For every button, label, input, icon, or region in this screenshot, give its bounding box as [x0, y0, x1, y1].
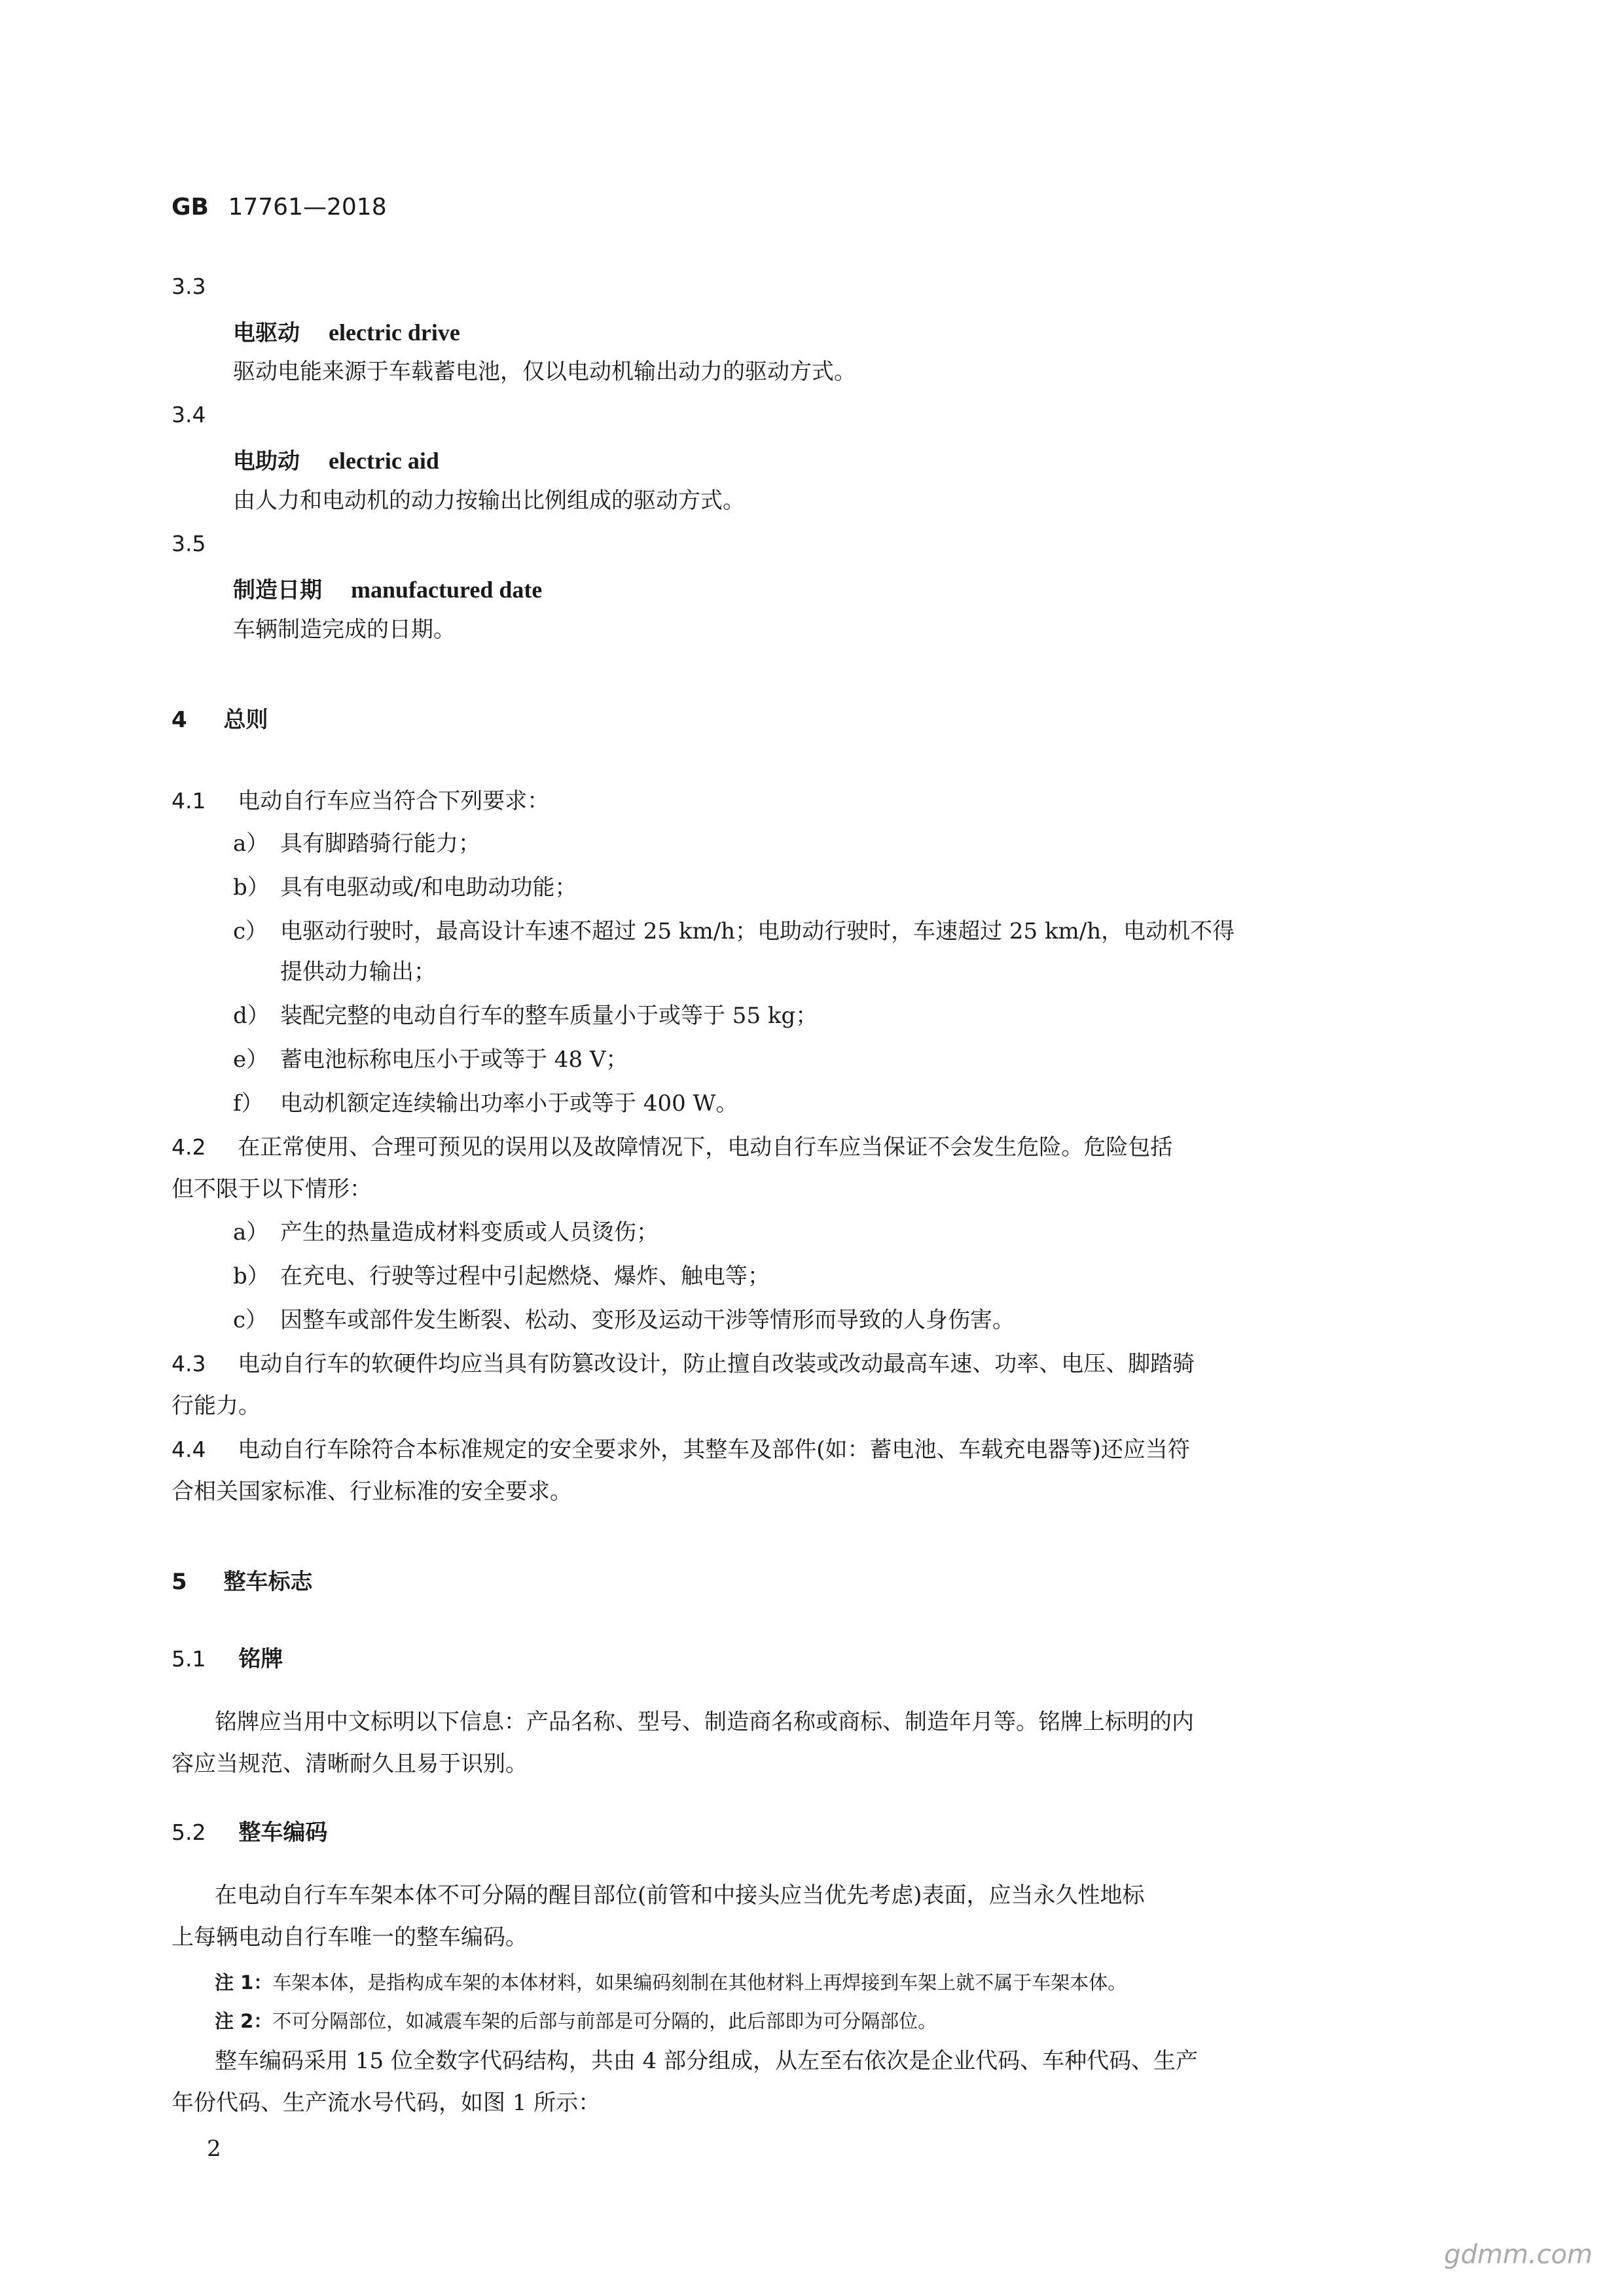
term-definition: 车辆制造完成的日期。	[233, 617, 456, 643]
clause-continuation: 合相关国家标准、行业标准的安全要求。	[171, 1479, 572, 1505]
term-en: electric drive	[329, 319, 460, 346]
paragraph-line: 年份代码、生产流水号代码，如图 1 所示：	[171, 2090, 601, 2116]
note-label: 注 2：	[215, 2010, 273, 2032]
term-heading	[233, 443, 439, 475]
section-title: 整车标志	[223, 1569, 313, 1595]
term-zh: 制造日期	[233, 577, 322, 603]
standard-code: 17761—2018	[228, 194, 387, 221]
list-continuation: 提供动力输出；	[280, 959, 436, 985]
list-item	[233, 1046, 628, 1073]
note	[215, 2007, 937, 2035]
subsection-heading	[171, 1814, 327, 1846]
list-text: 装配完整的电动自行车的整车质量小于或等于 55 kg；	[280, 1003, 818, 1029]
section-heading	[171, 1564, 313, 1596]
document-header	[171, 194, 387, 221]
note-text: 车架本体，是指构成车架的本体材料，如果编码刻制在其他材料上再焊接到车架上就不属于车架本体。	[272, 1971, 1127, 1994]
paragraph-line: 容应当规范、清晰耐久且易于识别。	[171, 1751, 528, 1777]
term-number: 3.3	[171, 274, 206, 299]
term-zh: 电驱动	[233, 320, 300, 346]
list-label: e）	[233, 1047, 269, 1073]
list-label: c）	[233, 918, 268, 944]
paragraph-line: 上每辆电动自行车唯一的整车编码。	[171, 1924, 528, 1950]
clause-number: 4.3	[171, 1351, 206, 1376]
term-zh: 电助动	[233, 448, 300, 475]
list-text: 蓄电池标称电压小于或等于 48 V；	[280, 1047, 628, 1073]
clause	[171, 787, 549, 815]
list-text: 具有脚踏骑行能力；	[280, 831, 480, 857]
section-heading	[171, 702, 268, 734]
list-label: f）	[233, 1090, 264, 1117]
subsection-title: 整车编码	[238, 1820, 328, 1846]
subsection-number: 5.2	[171, 1820, 206, 1845]
list-text: 因整车或部件发生断裂、松动、变形及运动干涉等情形而导致的人身伤害。	[280, 1307, 1015, 1333]
clause-text: 电动自行车应当符合下列要求：	[238, 788, 550, 814]
term-en: electric aid	[329, 448, 439, 474]
list-item	[233, 1263, 770, 1290]
clause-continuation: 行能力。	[171, 1393, 261, 1419]
section-title: 总则	[223, 707, 268, 733]
subsection-number: 5.1	[171, 1646, 206, 1672]
list-text: 电驱动行驶时，最高设计车速不超过 25 km/h；电助动行驶时，车速超过 25 km/h，电动机不得	[280, 918, 1235, 944]
list-text: 在充电、行驶等过程中引起燃烧、爆炸、触电等；	[280, 1263, 770, 1289]
clause-text: 在正常使用、合理可预见的误用以及故障情况下，电动自行车应当保证不会发生危险。危险包括	[238, 1134, 1173, 1160]
list-text: 产生的热量造成材料变质或人员烫伤；	[280, 1219, 659, 1246]
clause-number: 4.4	[171, 1437, 206, 1462]
list-item	[233, 1219, 659, 1246]
page-number: 2	[207, 2136, 221, 2162]
term-definition: 驱动电能来源于车载蓄电池，仅以电动机输出动力的驱动方式。	[233, 359, 856, 385]
note-label: 注 1：	[215, 1971, 273, 1994]
list-label: c）	[233, 1307, 268, 1333]
list-item	[233, 830, 480, 857]
list-label: b）	[233, 1263, 270, 1289]
section-number: 4	[171, 707, 187, 733]
term-en: manufactured date	[351, 577, 543, 603]
clause	[171, 1350, 1195, 1378]
list-item	[233, 1306, 1015, 1334]
list-text: 电动机额定连续输出功率小于或等于 400 W。	[280, 1090, 738, 1117]
clause-number: 4.2	[171, 1134, 206, 1160]
paragraph-line: 在电动自行车车架本体不可分隔的醒目部位(前管和中接头应当优先考虑)表面，应当永久性地标	[215, 1882, 1145, 1909]
term-number: 3.4	[171, 402, 206, 427]
subsection-heading	[171, 1641, 283, 1673]
section-number: 5	[171, 1569, 187, 1595]
list-item	[233, 874, 577, 901]
list-label: a）	[233, 831, 269, 857]
standard-prefix: GB	[171, 194, 209, 221]
clause	[171, 1436, 1190, 1463]
clause-continuation: 但不限于以下情形：	[171, 1176, 372, 1202]
paragraph-line: 铭牌应当用中文标明以下信息：产品名称、型号、制造商名称或商标、制造年月等。铭牌上标明的内	[215, 1709, 1194, 1735]
term-definition: 由人力和电动机的动力按输出比例组成的驱动方式。	[233, 488, 745, 514]
list-text: 具有电驱动或/和电助动功能；	[280, 874, 577, 901]
list-item	[233, 918, 1441, 945]
list-item	[233, 1002, 818, 1030]
clause	[171, 1134, 1172, 1161]
term-heading	[233, 572, 542, 604]
clause-number: 4.1	[171, 788, 206, 814]
list-label: d）	[233, 1003, 270, 1029]
list-label: a）	[233, 1219, 269, 1246]
paragraph-line: 整车编码采用 15 位全数字代码结构，共由 4 部分组成，从左至右依次是企业代码、车种代码、生产	[215, 2048, 1199, 2074]
clause-text: 电动自行车除符合本标准规定的安全要求外，其整车及部件(如：蓄电池、车载充电器等)还应当符	[238, 1437, 1190, 1463]
note	[215, 1969, 1127, 1996]
subsection-title: 铭牌	[238, 1646, 283, 1672]
term-heading	[233, 315, 460, 347]
watermark: gdmm.com	[1444, 2240, 1593, 2270]
list-label: b）	[233, 874, 270, 901]
clause-text: 电动自行车的软硬件均应当具有防篡改设计，防止擅自改装或改动最高车速、功率、电压、脚踏骑	[238, 1351, 1195, 1377]
term-number: 3.5	[171, 531, 206, 556]
list-item	[233, 1090, 738, 1117]
note-text: 不可分隔部位，如减震车架的后部与前部是可分隔的，此后部即为可分隔部位。	[272, 2010, 937, 2032]
